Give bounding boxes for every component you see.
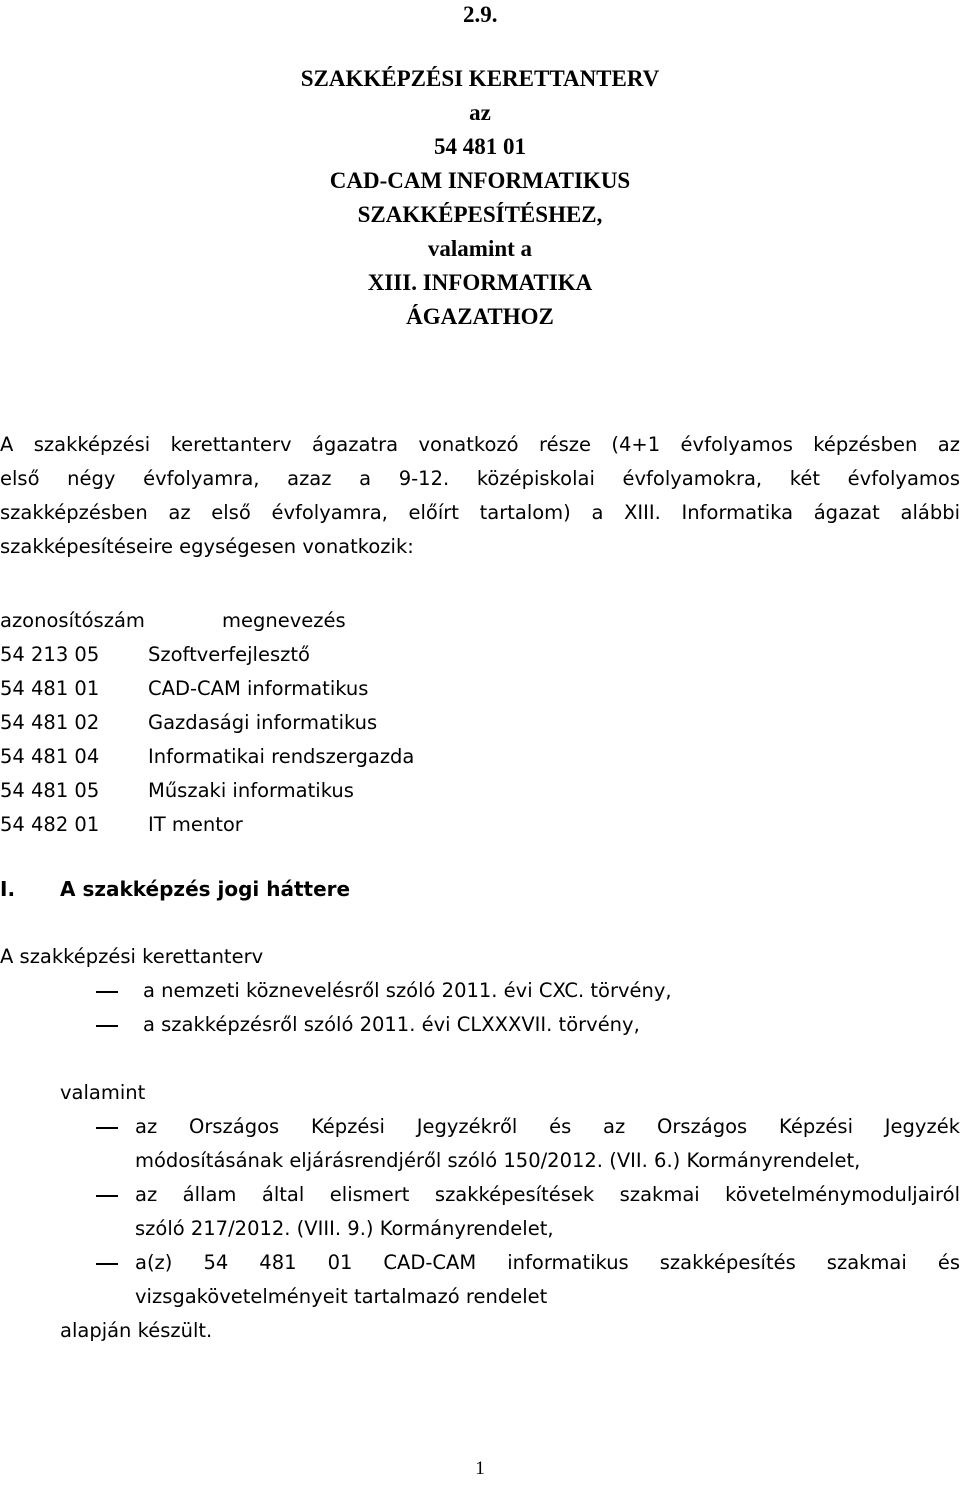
basis-intro: A szakképzési kerettanterv bbox=[0, 945, 264, 968]
basis-law-item: a szakképzésről szóló 2011. évi CLXXXVII. törvény, bbox=[143, 1013, 640, 1036]
table-row bbox=[0, 808, 700, 842]
intro-paragraph bbox=[0, 428, 960, 564]
title-line: 54 481 01 bbox=[434, 134, 526, 159]
table-row bbox=[0, 672, 700, 706]
regulation-line: a(z) 54 481 01 CAD-CAM informatikus szakképesítés szakmai és bbox=[135, 1251, 960, 1274]
qualification-code: 54 482 01 bbox=[0, 813, 100, 836]
qualification-name: CAD-CAM informatikus bbox=[148, 677, 369, 700]
section-heading bbox=[0, 872, 350, 906]
qualification-code: 54 481 04 bbox=[0, 745, 100, 768]
title-line: SZAKKÉPZÉSI KERETTANTERV bbox=[300, 66, 660, 91]
title-line: XIII. INFORMATIKA bbox=[367, 270, 593, 295]
table-row bbox=[0, 740, 700, 774]
qualification-code: 54 481 05 bbox=[0, 779, 100, 802]
qualification-code: 54 481 01 bbox=[0, 677, 100, 700]
basis-law-item: a nemzeti köznevelésről szóló 2011. évi CXC. törvény, bbox=[143, 979, 672, 1002]
qualification-name: Műszaki informatikus bbox=[148, 779, 354, 802]
bullet-dash bbox=[96, 1263, 118, 1265]
column-header-code: azonosítószám bbox=[0, 609, 145, 632]
intro-line: első négy évfolyamra, azaz a 9-12. középiskolai évfolyamokra, két évfolyamos bbox=[0, 467, 960, 490]
qualification-name: Informatikai rendszergazda bbox=[148, 745, 415, 768]
also-label: valamint bbox=[60, 1081, 146, 1104]
regulation-line: vizsgakövetelményeit tartalmazó rendelet bbox=[135, 1285, 548, 1308]
intro-line: szakképesítéseire egységesen vonatkozik: bbox=[0, 535, 414, 558]
section-heading-number: I. bbox=[0, 877, 16, 901]
regulation-line: módosításának eljárásrendjéről szóló 150/2012. (VII. 6.) Kormányrendelet, bbox=[135, 1149, 861, 1172]
intro-line: szakképzésben az első évfolyamra, előírt tartalom) a XIII. Informatika ágazat alábbi bbox=[0, 501, 960, 524]
qualification-code: 54 481 02 bbox=[0, 711, 100, 734]
page-number: 1 bbox=[475, 1458, 485, 1479]
regulation-line: szóló 217/2012. (VIII. 9.) Kormányrendelet, bbox=[135, 1217, 554, 1240]
table-row bbox=[0, 706, 700, 740]
column-header-name: megnevezés bbox=[222, 609, 346, 632]
bullet-dash bbox=[96, 991, 118, 993]
closing-text: alapján készült. bbox=[60, 1319, 213, 1342]
qualification-code: 54 213 05 bbox=[0, 643, 100, 666]
table-row bbox=[0, 774, 700, 808]
document-title bbox=[0, 62, 960, 334]
qualification-name: Szoftverfejlesztő bbox=[148, 643, 310, 666]
section-number: 2.9. bbox=[463, 2, 498, 27]
title-line: az bbox=[469, 100, 491, 125]
regulation-item bbox=[135, 1110, 960, 1178]
title-line: ÁGAZATHOZ bbox=[406, 304, 554, 329]
bullet-dash bbox=[96, 1127, 118, 1129]
table-header-row bbox=[0, 604, 700, 638]
intro-line: A szakképzési kerettanterv ágazatra vonatkozó része (4+1 évfolyamos képzésben az bbox=[0, 433, 960, 456]
regulation-line: az Országos Képzési Jegyzékről és az Országos Képzési Jegyzék bbox=[135, 1115, 960, 1138]
section-heading-text: A szakképzés jogi háttere bbox=[60, 877, 351, 901]
bullet-dash bbox=[96, 1195, 118, 1197]
title-line: SZAKKÉPESÍTÉSHEZ, bbox=[357, 202, 603, 227]
qualifications-table bbox=[0, 604, 700, 842]
qualification-name: Gazdasági informatikus bbox=[148, 711, 378, 734]
title-line: CAD-CAM INFORMATIKUS bbox=[329, 168, 631, 193]
bullet-dash bbox=[96, 1025, 118, 1027]
qualification-name: IT mentor bbox=[148, 813, 243, 836]
table-row bbox=[0, 638, 700, 672]
regulation-item bbox=[135, 1246, 960, 1314]
regulation-item bbox=[135, 1178, 960, 1246]
regulation-line: az állam által elismert szakképesítések szakmai követelménymoduljairól bbox=[135, 1183, 960, 1206]
title-line: valamint a bbox=[427, 236, 533, 261]
